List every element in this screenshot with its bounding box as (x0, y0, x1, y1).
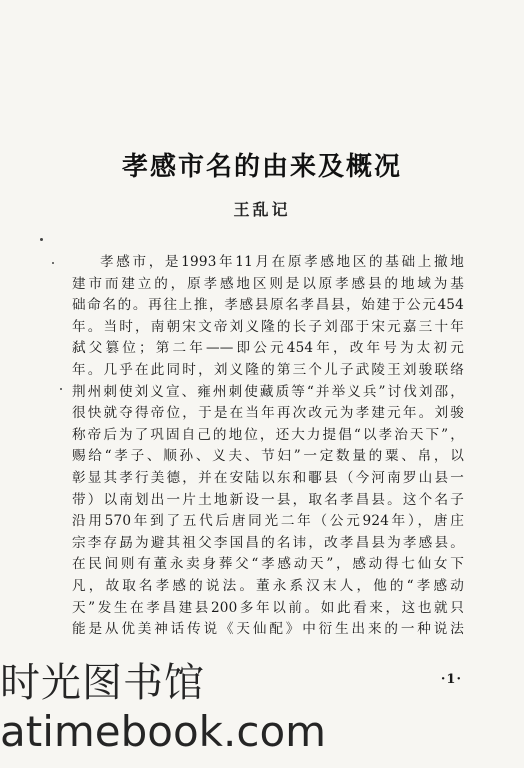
body-line: 沿用570年到了五代后唐同光二年（公元924年），唐庄 (72, 513, 464, 530)
body-line: 凡，故取名孝感的说法。董永系汉末人，他的“孝感动 (72, 577, 464, 594)
article-author: 王乱记 (233, 200, 291, 219)
body-line: 建市而建立的，原孝感地区则是以原孝感县的地域为基 (72, 275, 464, 292)
body-line: 能是从优美神话传说《天仙配》中衍生出来的一种说法 (72, 621, 464, 638)
body-line: 弑父篡位；第二年——即公元454年，改年号为太初元 (72, 340, 464, 357)
body-line: 很快就夺得帝位，于是在当年再次改元为孝建元年。刘骏 (72, 405, 464, 422)
body-line: 荆州刺使刘义宣、雍州刺使藏质等“并举义兵”讨伐刘邵， (72, 383, 464, 400)
body-line: 孝感市，是1993年11月在原孝感地区的基础上撤地 (100, 254, 464, 270)
body-line: 年。当时，南朝宋文帝刘义隆的长子刘邵于宋元嘉三十年 (72, 318, 464, 335)
body-line: 带）以南划出一片土地新设一县，取名孝昌县。这个名子 (72, 491, 464, 508)
page-number: ·1· (440, 672, 462, 687)
watermark-chinese: 时光图书馆 (0, 660, 205, 706)
article-body (72, 252, 464, 641)
scan-speck (60, 388, 62, 390)
body-line: 称帝后为了巩固自己的地位，还大力提倡“以孝治天下”， (72, 426, 464, 443)
body-line: 宗李存勗为避其祖父李国昌的名讳，改孝昌县为孝感县。 (72, 534, 464, 551)
body-line: 年。几乎在此同时，刘义隆的第三个儿子武陵王刘骏联络 (72, 361, 464, 378)
body-line: 赐给“孝子、顺孙、义夫、节妇”一定数量的粟、帛，以 (72, 448, 464, 465)
body-line: 天”发生在孝昌建县200多年以前。如此看来，这也就只 (72, 599, 464, 616)
watermark-url: atimebook.com (0, 707, 327, 756)
body-line: 彰显其孝行美德，并在安陆以东和鄳县（今河南罗山县一 (72, 469, 464, 486)
article-title: 孝感市名的由来及概况 (121, 152, 402, 182)
scan-speck (40, 238, 43, 241)
body-line: 础命名的。再往上推，孝感县原名孝昌县，始建于公元454 (72, 297, 464, 314)
body-line: 在民间则有董永卖身葬父“孝感动天”，感动得七仙女下 (72, 556, 464, 573)
scan-speck (52, 262, 54, 264)
